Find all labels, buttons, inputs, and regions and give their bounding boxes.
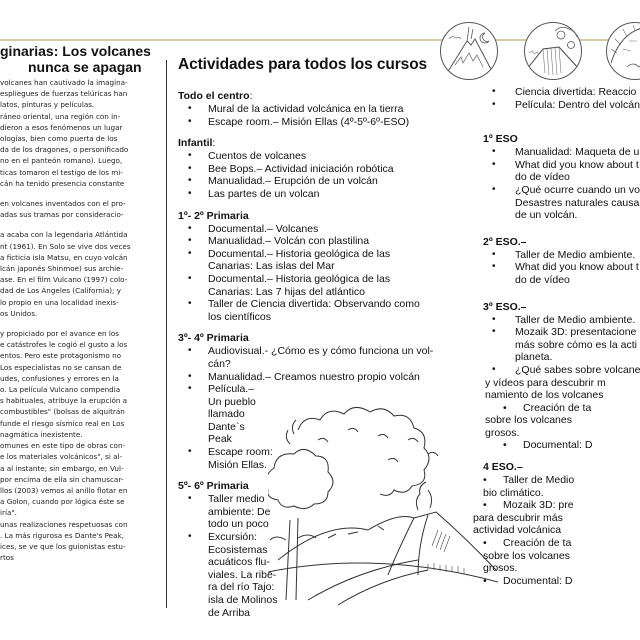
article-line: ologías, bien como puerta de los — [0, 134, 118, 144]
activities-title: Actividades para todos los cursos — [178, 56, 428, 73]
article-line: y propiciado por el avance en los — [0, 329, 120, 339]
list-item: • ¿Qué sabes sobre volcane — [483, 364, 640, 377]
article-title-line-1: ginarias: Los volcanes — [0, 44, 151, 59]
article-title-line-2: nunca se apagan — [28, 59, 142, 75]
list-1-eso — [483, 146, 640, 222]
article-line: ticas tomaron el testigo de los mi- — [0, 167, 123, 177]
article-line: ase. En el film Vulcano (1997) colo- — [0, 275, 128, 285]
list-item: • Audiovisual.- ¿Cómo es y cómo funciona un vol- cán? — [178, 345, 468, 370]
column-divider — [166, 60, 167, 608]
article-line: ráneo oriental, una región con in- — [0, 111, 121, 121]
article-line: udes, confusiones y errores en la — [0, 373, 119, 383]
article-line: iría". — [0, 508, 17, 518]
list-infantil — [178, 150, 468, 200]
article-line: por encima de ella sin chamuscar- — [0, 474, 124, 484]
article-line: Los especialistas no se cansan de — [0, 362, 122, 372]
article-line: espliegues de fuerzas telúricas han — [0, 89, 128, 99]
section-heading-2-eso: 2º ESO.– — [483, 235, 527, 248]
section-heading-infantil: Infantil: — [178, 137, 216, 150]
article-line: a ficticia isla Matsu, en cuyo volcán — [0, 252, 128, 262]
article-body — [0, 77, 160, 563]
list-item: • Película.– Un pueblo llamado Dante`s Peak — [178, 383, 270, 446]
list-4-eso: • Taller de Medio bio climático. • Mozaik 3D: pre para descubrir más actividad volcánica • Creación de ta sobre los volcanes grosos. • Documental: D — [473, 474, 575, 587]
list-item: • ¿Qué ocurre cuando un vo Desastres naturales causa de un volcán. — [483, 184, 640, 222]
list-item: • Taller de Ciencia divertida: Observando como los científicos — [178, 298, 423, 323]
list-item: • Cuentos de volcanes — [178, 150, 468, 163]
article-line: combustibles" (bolsas de alquitrán — [0, 407, 125, 417]
list-3-eso — [483, 314, 640, 377]
article-line: rtos — [0, 553, 14, 563]
article-line: latos, pinturas y películas. — [0, 100, 95, 110]
list-item: • Manualidad.– Volcán con plastilina — [178, 235, 468, 248]
section-heading-5-6-primaria: 5º- 6º Primaria — [178, 480, 249, 493]
list-2-eso — [483, 249, 640, 287]
list-item: • Ciencia divertida: Reaccio — [483, 86, 640, 99]
list-1-2-primaria — [178, 223, 468, 324]
article-line: . La más rigurosa es Dante's Peak, — [0, 530, 124, 540]
article-line: a al instante; sin embargo, en Vul- — [0, 463, 124, 473]
section-heading-3-eso: 3º ESO.– — [483, 300, 527, 313]
article-line: unas realizaciones respetuosas con — [0, 519, 128, 529]
article-line: no en el panteón romano). Luego, — [0, 156, 123, 166]
eso-activities-column — [473, 86, 640, 587]
article-line: e catástrofes le cogió el gusto a los — [0, 340, 128, 350]
list-item: • Mozaik 3D: presentacione más sobre cómo es la acti planeta. — [483, 326, 640, 364]
section-heading-1-eso: 1º ESO — [483, 133, 518, 146]
article-line: lcán japonés Shinmoe) sus archie- — [0, 264, 124, 274]
article-line: en volcanes inventados con el pro- — [0, 199, 126, 209]
list-todo-el-centro — [178, 103, 468, 128]
article-line: e los materiales volcánicos", si al- — [0, 452, 123, 462]
left-article — [0, 44, 160, 604]
article-line: dad de Los Ángeles (California); y — [0, 286, 121, 296]
list-continuation: y vídeos para descubrir m namiento de los volcanes • Creación de ta sobre los volcanes grosos. • Documental: D — [485, 376, 606, 452]
article-line: omunes en este tipo de obras con- — [0, 441, 126, 451]
article-line: a Golon, cuando por lógica éste se — [0, 497, 125, 507]
list-item: • Manualidad.– Erupción de un volcán — [178, 175, 468, 188]
list-item: • Escape room.– Misión Ellas (4º-5º-6º-ESO) — [178, 116, 468, 129]
list-item: • Bee Bops.– Actividad iniciación robótica — [178, 163, 468, 176]
article-line: nt (1961). En Solo se vive dos veces — [0, 241, 131, 251]
tropical-leaf-medallion-icon — [606, 22, 640, 80]
article-line: dieron a esos fenómenos un lugar — [0, 122, 123, 132]
list-item: • What did you know about t do de vídeo — [483, 159, 640, 184]
list-item: • Escape room: Misión Ellas. — [178, 446, 274, 471]
list-top — [483, 86, 640, 111]
list-item: • Documental.– Historia geológica de las Canarias: Las 7 hijas del atlántico — [178, 273, 408, 298]
article-line: adas sus tramas por consideracio- — [0, 210, 124, 220]
list-item: • Manualidad.– Creamos nuestro propio volcán — [178, 371, 468, 384]
erupting-volcano-illustration — [268, 400, 498, 610]
section-heading-todo-el-centro: Todo el centro: — [178, 90, 253, 102]
article-line: os Unidos. — [0, 308, 38, 318]
section-heading-4-eso: 4 ESO.– — [483, 461, 523, 474]
article-line: o. La película Vulcano compendia — [0, 385, 121, 395]
list-item: • Taller medio ambiente: De todo un poco — [178, 493, 274, 531]
list-item: • Mural de la actividad volcánica en la tierra — [178, 103, 468, 116]
article-line: da de los dragones, o personificado — [0, 145, 129, 155]
section-heading-1-2-primaria: 1º- 2º Primaria — [178, 209, 249, 222]
list-item: • Taller de Medio ambiente. — [483, 249, 640, 262]
article-line: entos. Pero este protagonismo no — [0, 351, 122, 361]
list-item: • Manualidad: Maqueta de u — [483, 146, 640, 159]
list-item: • Película: Dentro del volcán — [483, 99, 640, 112]
list-item: • Documental.– Historia geológica de las Canarias: Las islas del Mar — [178, 248, 408, 273]
list-item: • What did you know about t do de vídeo — [483, 261, 640, 286]
list-item: • Las partes de un volcan — [178, 188, 468, 201]
section-heading-3-4-primaria: 3º- 4º Primaria — [178, 332, 249, 345]
list-item: • Documental.– Volcanes — [178, 223, 468, 236]
list-item: • Taller de Medio ambiente. — [483, 314, 640, 327]
article-line: funde el riesgo sísmico real en Los — [0, 418, 125, 428]
article-line: lo propio en una localidad inexis- — [0, 297, 119, 307]
list-item: • Excursión: Ecosistemas acuáticos flu-viales. La ribe-ra del río Tajo: isla de Molinos de Arriba — [178, 531, 278, 619]
article-line: volcanes han cautivado la imagina- — [0, 78, 128, 87]
article-line: cán ha tenido presencia constante — [0, 178, 125, 188]
article-line: a acaba con la legendaria Atlántida — [0, 230, 128, 240]
article-line: llos (2003) vemos al anillo flotar en — [0, 485, 128, 495]
article-line: ices, se ve que los guionistas estu- — [0, 541, 126, 551]
article-line: s habituales, atribuye la erupción a — [0, 396, 128, 406]
article-line: nagmática inexistente. — [0, 429, 83, 439]
volcano-island-medallion-icon — [524, 22, 582, 80]
